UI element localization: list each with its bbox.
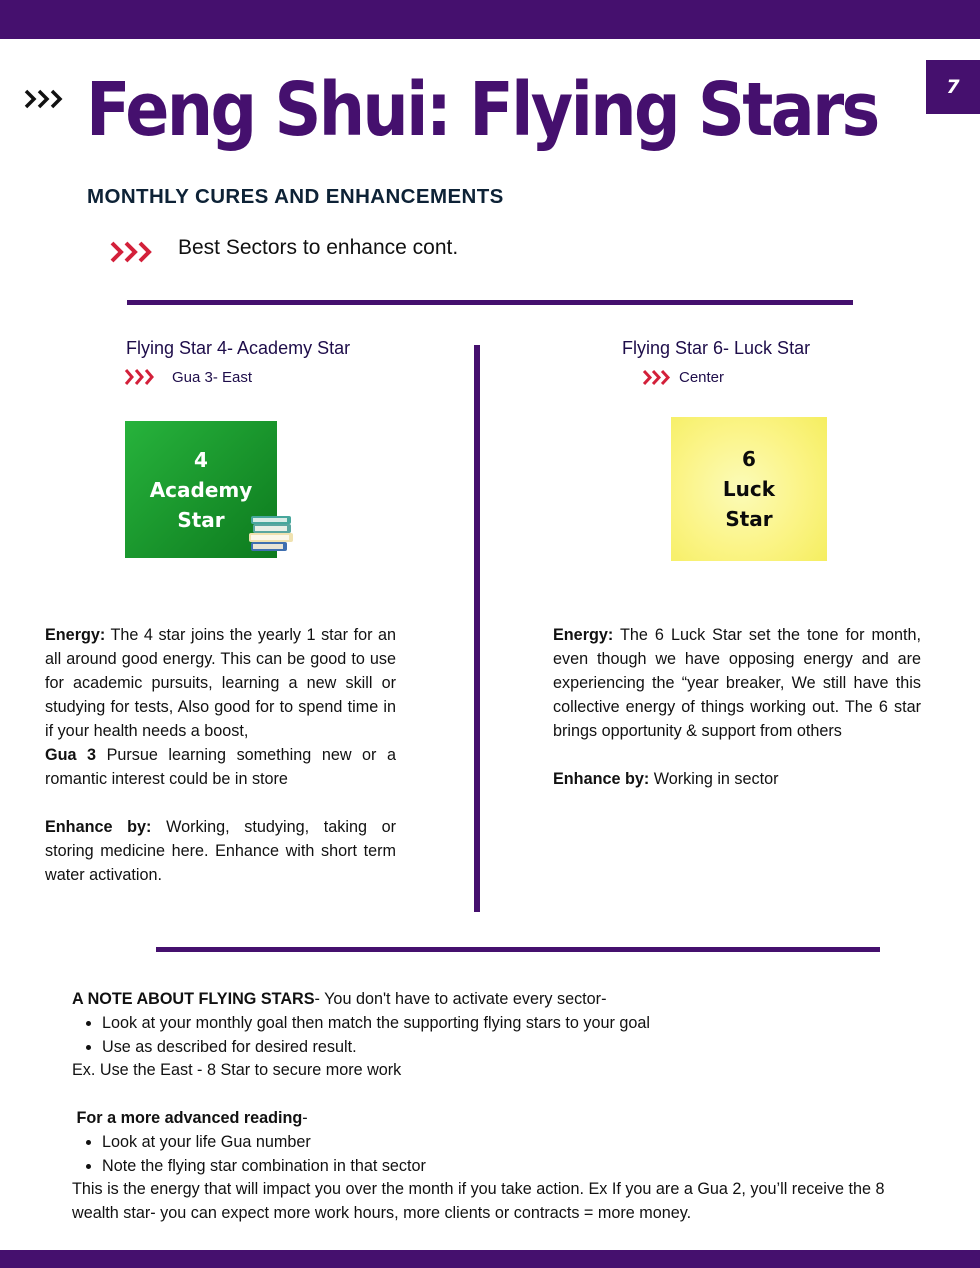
enhance-text: Working in sector <box>649 770 779 788</box>
page-number: 7 <box>946 76 960 98</box>
note-heading-rest: - You don't have to activate every sector- <box>314 990 607 1008</box>
energy-text: The 6 Luck Star set the tone for month, even though we have opposing energy and are experiencing the “year breaker, We still have this collective energy of things working out. The 6 star brings opportunity & support from others <box>553 626 921 740</box>
advanced-bullets <box>72 1131 922 1179</box>
note-bullets <box>72 1012 922 1060</box>
black-chevrons-icon <box>24 88 66 110</box>
right-star-title: Flying Star 6- Luck Star <box>622 338 811 358</box>
energy-text: The 4 star joins the yearly 1 star for an all around good energy. This can be good to use for academic pursuits, learning a new skill or studying for tests, Also good for to spend time in if your health needs a boost, <box>45 626 396 740</box>
enhance-text: Working, studying, taking or storing medicine here. Enhance with short term water activation. <box>45 818 396 884</box>
right-star-sector: Center <box>679 369 725 386</box>
advanced-heading: For a more advanced reading <box>76 1108 303 1127</box>
left-star-title: Flying Star 4- Academy Star <box>126 338 351 358</box>
enhance-label: Enhance by: <box>45 818 152 836</box>
gua-text: Pursue learning something new or a romantic interest could be in store <box>45 746 397 788</box>
right-star-description <box>553 623 921 791</box>
tile-line2: Star <box>177 507 225 532</box>
page-number-badge <box>926 60 980 114</box>
bottom-divider <box>156 947 880 952</box>
flying-stars-note <box>72 988 922 1226</box>
tile-number: 4 <box>194 447 208 472</box>
list-item: • Note the flying star combination in that sector <box>102 1155 922 1179</box>
enhance-label: Enhance by: <box>553 770 650 788</box>
energy-label: Energy: <box>553 626 614 644</box>
advanced-heading-rest: - <box>302 1108 308 1127</box>
note-heading: A NOTE ABOUT FLYING STARS <box>72 990 315 1008</box>
note-closing: This is the energy that will impact you over the month if you take action. Ex If you are a Gua 2, you’ll receive the 8 wealth star- you can expect more work hours, more clients or contracts = more money. <box>72 1180 885 1223</box>
left-star-sector: Gua 3- East <box>172 369 253 386</box>
red-chevrons-icon <box>124 368 158 386</box>
books-icon <box>247 514 297 554</box>
tile-line1: Luck <box>722 477 776 501</box>
page-subtitle: MONTHLY CURES AND ENHANCEMENTS <box>87 185 504 208</box>
tile-line2: Star <box>725 507 773 531</box>
list-item: • Use as described for desired result. <box>102 1036 922 1060</box>
tile-number: 6 <box>742 447 756 471</box>
bottom-banner <box>0 1250 980 1268</box>
list-item: • Look at your monthly goal then match the supporting flying stars to your goal <box>102 1012 922 1036</box>
list-item: • Look at your life Gua number <box>102 1131 922 1155</box>
left-star-description <box>45 623 396 887</box>
section-label: Best Sectors to enhance cont. <box>178 236 459 259</box>
tile-line1: Academy <box>149 477 253 502</box>
energy-label: Energy: <box>45 626 106 644</box>
column-divider <box>474 345 480 912</box>
gua-label: Gua 3 <box>45 746 97 764</box>
red-chevrons-icon <box>642 369 672 386</box>
top-banner <box>0 0 980 39</box>
luck-star-tile <box>671 417 827 561</box>
top-divider <box>127 300 853 305</box>
red-chevrons-icon <box>110 240 156 264</box>
note-example: Ex. Use the East - 8 Star to secure more work <box>72 1061 402 1080</box>
page-title: Feng Shui: Flying Stars <box>86 67 878 153</box>
